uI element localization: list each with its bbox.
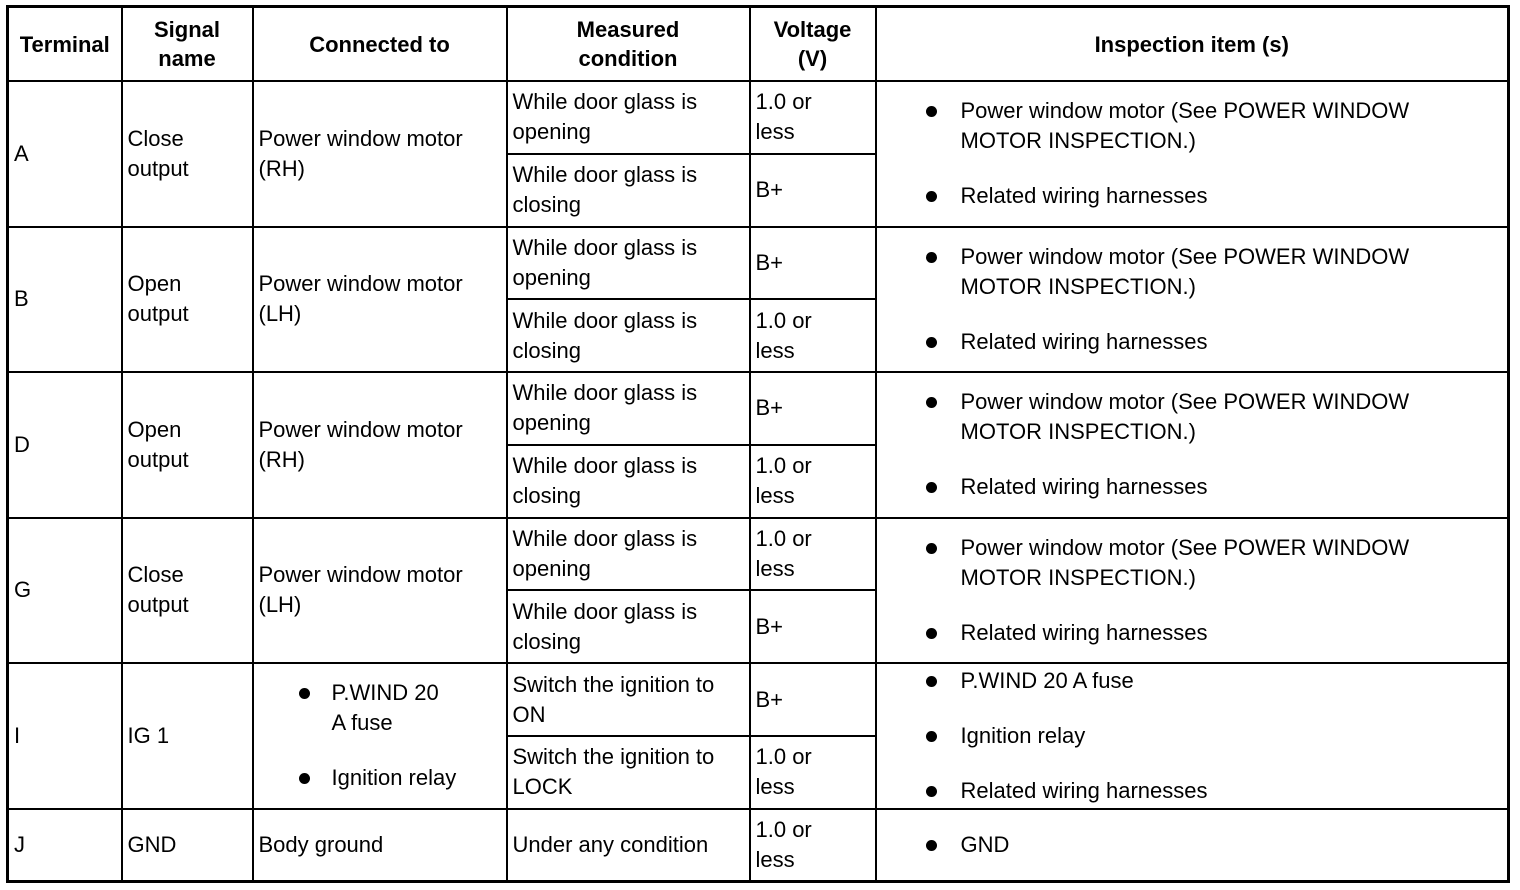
voltage-line1: 1.0 or	[755, 744, 812, 770]
condition-line2: opening	[512, 555, 591, 581]
voltage-line1: B+	[755, 177, 784, 203]
condition-cell	[507, 81, 750, 154]
condition-line1: While door glass is	[512, 453, 698, 479]
connected-line2: (LH)	[258, 592, 302, 618]
signal-cell	[122, 809, 253, 882]
header-connected-to	[253, 7, 507, 82]
condition-cell	[507, 736, 750, 809]
inspection-text: Related wiring harnesses	[960, 183, 1208, 209]
inspection-item	[882, 387, 1503, 447]
signal-line1: Open	[127, 271, 182, 297]
voltage-cell	[750, 445, 876, 518]
terminal-cell	[8, 518, 122, 664]
condition-cell	[507, 372, 750, 445]
terminal-value: J	[14, 831, 25, 857]
signal-line2: output	[127, 446, 189, 472]
voltage-cell	[750, 227, 876, 300]
terminal-cell	[8, 227, 122, 373]
table-row	[8, 372, 1509, 445]
terminal-value: I	[14, 722, 21, 748]
inspection-list	[882, 387, 1503, 502]
inspection-text: Related wiring harnesses	[960, 777, 1208, 803]
inspection-item	[882, 533, 1503, 593]
condition-line1: While door glass is	[512, 162, 698, 188]
voltage-cell	[750, 736, 876, 809]
condition-line2: closing	[512, 192, 581, 218]
table-row	[8, 227, 1509, 300]
table-row	[8, 809, 1509, 882]
header-voltage-line2: (V)	[797, 46, 828, 71]
condition-line1: Switch the ignition to	[512, 744, 715, 770]
inspection-text: Power window motor (See POWER WINDOW	[960, 389, 1410, 415]
inspection-text: Related wiring harnesses	[960, 474, 1208, 500]
signal-line1: Close	[127, 562, 184, 588]
voltage-line1: B+	[755, 686, 784, 712]
inspection-list	[882, 830, 1503, 860]
signal-line1: Close	[127, 125, 184, 151]
header-row	[8, 7, 1509, 82]
signal-cell	[122, 518, 253, 664]
inspection-cell	[876, 372, 1509, 518]
terminal-cell	[8, 663, 122, 809]
inspection-text: GND	[960, 831, 1010, 857]
condition-cell	[507, 590, 750, 663]
condition-cell	[507, 809, 750, 882]
voltage-cell	[750, 809, 876, 882]
inspection-cell	[876, 809, 1509, 882]
voltage-line2: less	[755, 774, 795, 800]
inspection-cell	[876, 518, 1509, 664]
header-signal-name	[122, 7, 253, 82]
signal-cell	[122, 227, 253, 373]
voltage-line1: 1.0 or	[755, 816, 812, 842]
signal-cell	[122, 81, 253, 227]
voltage-line1: B+	[755, 613, 784, 639]
header-signal-line2: name	[158, 46, 216, 71]
connected-line2: (RH)	[258, 446, 305, 472]
connected-cell	[253, 81, 507, 227]
connected-cell	[253, 227, 507, 373]
signal-line1: IG 1	[127, 722, 170, 748]
header-measured-line1: Measured	[576, 17, 680, 42]
inspection-text: MOTOR INSPECTION.)	[960, 564, 1196, 590]
inspection-text: Ignition relay	[960, 722, 1086, 748]
connected-list	[259, 678, 501, 793]
inspection-text: Related wiring harnesses	[960, 619, 1208, 645]
header-inspection-text: Inspection item (s)	[1094, 31, 1289, 57]
header-inspection-items	[876, 7, 1509, 82]
inspection-item	[882, 618, 1503, 648]
signal-cell	[122, 663, 253, 809]
signal-line2: output	[127, 592, 189, 618]
condition-cell	[507, 227, 750, 300]
terminal-value: D	[14, 431, 30, 457]
voltage-line2: less	[755, 119, 795, 145]
condition-line1: Switch the ignition to	[512, 671, 715, 697]
condition-line1: While door glass is	[512, 380, 698, 406]
condition-line2: opening	[512, 119, 591, 145]
condition-line1: While door glass is	[512, 234, 698, 260]
connected-cell	[253, 809, 507, 882]
inspection-item	[882, 830, 1503, 860]
header-signal-line1: Signal	[153, 17, 220, 42]
condition-line2: opening	[512, 410, 591, 436]
voltage-cell	[750, 154, 876, 227]
condition-line2: closing	[512, 483, 581, 509]
condition-line2: ON	[512, 701, 546, 727]
header-connected-text: Connected to	[309, 31, 450, 57]
inspection-item	[882, 181, 1503, 211]
inspection-item	[882, 776, 1503, 806]
inspection-text: Related wiring harnesses	[960, 328, 1208, 354]
condition-line1: While door glass is	[512, 89, 698, 115]
header-voltage-line1: Voltage	[773, 17, 852, 42]
voltage-line1: 1.0 or	[755, 89, 812, 115]
connected-text: A fuse	[331, 710, 393, 736]
voltage-cell	[750, 663, 876, 736]
inspection-text: MOTOR INSPECTION.)	[960, 273, 1196, 299]
condition-cell	[507, 154, 750, 227]
condition-cell	[507, 299, 750, 372]
inspection-text: Power window motor (See POWER WINDOW	[960, 534, 1410, 560]
condition-line1: While door glass is	[512, 598, 698, 624]
condition-line2: closing	[512, 337, 581, 363]
voltage-cell	[750, 299, 876, 372]
connected-text: Ignition relay	[331, 765, 457, 791]
voltage-line1: 1.0 or	[755, 525, 812, 551]
voltage-line1: B+	[755, 249, 784, 275]
connected-line1: Power window motor	[258, 125, 463, 151]
header-terminal-text: Terminal	[19, 31, 110, 57]
inspection-text: Power window motor (See POWER WINDOW	[960, 98, 1410, 124]
inspection-item	[882, 96, 1503, 156]
inspection-item	[882, 327, 1503, 357]
connected-line1: Power window motor	[258, 416, 463, 442]
inspection-list	[882, 533, 1503, 648]
inspection-item	[882, 721, 1503, 751]
connected-line2: (RH)	[258, 155, 305, 181]
voltage-line1: B+	[755, 395, 784, 421]
inspection-text: MOTOR INSPECTION.)	[960, 128, 1196, 154]
connected-cell	[253, 372, 507, 518]
terminal-value: B	[14, 286, 29, 312]
voltage-line2: less	[755, 555, 795, 581]
connected-item	[259, 763, 501, 793]
connected-item	[259, 678, 501, 738]
condition-line2: LOCK	[512, 774, 573, 800]
inspection-list	[882, 666, 1503, 806]
header-voltage	[750, 7, 876, 82]
condition-line2: closing	[512, 628, 581, 654]
condition-line1: While door glass is	[512, 307, 698, 333]
voltage-line1: 1.0 or	[755, 307, 812, 333]
voltage-cell	[750, 372, 876, 445]
inspection-list	[882, 242, 1503, 357]
inspection-item	[882, 666, 1503, 696]
voltage-cell	[750, 518, 876, 591]
condition-cell	[507, 663, 750, 736]
header-measured-line2: condition	[578, 46, 678, 71]
voltage-line1: 1.0 or	[755, 453, 812, 479]
connected-cell	[253, 518, 507, 664]
connected-line1: Power window motor	[258, 271, 463, 297]
voltage-line2: less	[755, 846, 795, 872]
signal-line1: Open	[127, 416, 182, 442]
inspection-item	[882, 242, 1503, 302]
connected-line1: Body ground	[258, 831, 384, 857]
header-terminal	[8, 7, 122, 82]
signal-line2: output	[127, 301, 189, 327]
connected-text: P.WIND 20	[331, 680, 439, 706]
inspection-text: P.WIND 20 A fuse	[960, 667, 1134, 693]
inspection-cell	[876, 227, 1509, 373]
table-row	[8, 663, 1509, 736]
terminal-inspection-table	[6, 5, 1510, 883]
inspection-cell	[876, 81, 1509, 227]
terminal-cell	[8, 81, 122, 227]
signal-line2: output	[127, 155, 189, 181]
terminal-cell	[8, 372, 122, 518]
voltage-line2: less	[755, 483, 795, 509]
voltage-cell	[750, 81, 876, 154]
header-measured-condition	[507, 7, 750, 82]
connected-line1: Power window motor	[258, 562, 463, 588]
condition-line1: While door glass is	[512, 525, 698, 551]
condition-line1: Under any condition	[512, 831, 709, 857]
connected-line2: (LH)	[258, 301, 302, 327]
inspection-text: Power window motor (See POWER WINDOW	[960, 243, 1410, 269]
condition-cell	[507, 518, 750, 591]
inspection-cell	[876, 663, 1509, 809]
inspection-text: MOTOR INSPECTION.)	[960, 419, 1196, 445]
terminal-value: A	[14, 140, 29, 166]
voltage-cell	[750, 590, 876, 663]
condition-line2: opening	[512, 264, 591, 290]
inspection-item	[882, 472, 1503, 502]
terminal-value: G	[14, 577, 32, 603]
inspection-list	[882, 96, 1503, 211]
signal-line1: GND	[127, 831, 177, 857]
signal-cell	[122, 372, 253, 518]
connected-cell	[253, 663, 507, 809]
voltage-line2: less	[755, 337, 795, 363]
condition-cell	[507, 445, 750, 518]
table-row	[8, 518, 1509, 591]
table-row	[8, 81, 1509, 154]
terminal-cell	[8, 809, 122, 882]
